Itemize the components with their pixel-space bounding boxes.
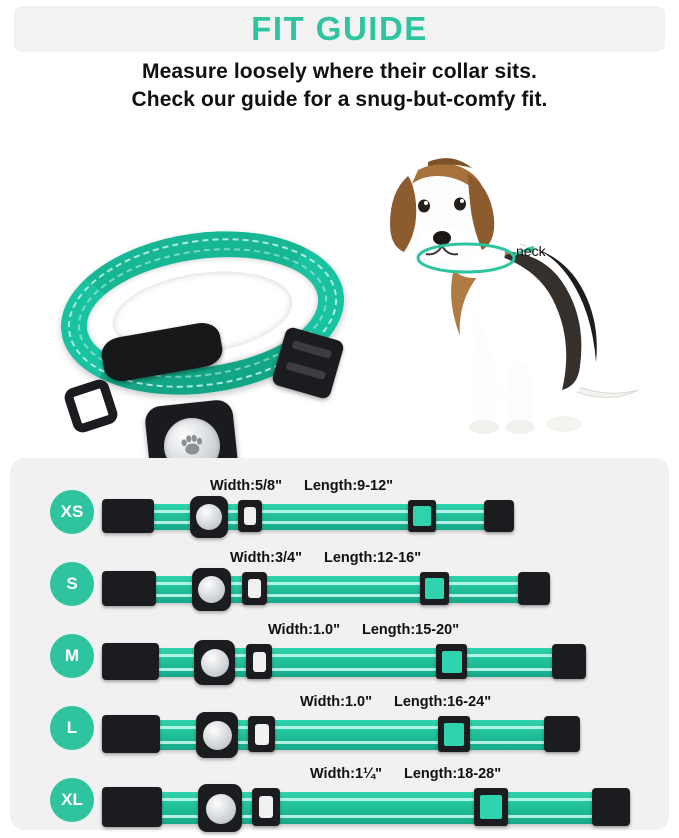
paw-print-icon: [177, 430, 208, 461]
subtitle-line-1: Measure loosely where their collar sits.: [142, 60, 537, 83]
reflective-line-top-xl: [102, 798, 630, 801]
buckle-xs: [102, 499, 154, 533]
length-label-l: Length:16-24": [394, 694, 492, 710]
reflective-line-top-xs: [102, 510, 514, 513]
slider-xl: [474, 788, 508, 826]
size-row-xl: [10, 766, 669, 836]
width-label-l: Width:1.0": [300, 694, 372, 710]
page-title: FIT GUIDE: [251, 10, 428, 47]
strap-tip-xl: [592, 788, 630, 826]
size-badge-l: L: [50, 706, 94, 750]
length-label-xs: Length:9-12": [304, 478, 394, 494]
strap-tip-m: [552, 644, 586, 679]
d-ring-m: [246, 644, 272, 679]
strap-xs: [102, 504, 514, 530]
size-chart-panel: [10, 458, 669, 830]
subtitle-line-2: Check our guide for a snug-but-comfy fit.: [131, 88, 548, 111]
slider-hole-xl: [480, 795, 502, 819]
strap-tip-l: [544, 716, 580, 752]
size-labels-xs: [210, 478, 393, 498]
strap-l: [102, 720, 580, 750]
d-ring-hole-m: [253, 652, 266, 672]
airtag-holder-xl: [198, 784, 242, 832]
webbing-xl: [102, 792, 630, 824]
slider-l: [438, 716, 470, 752]
buckle-l: [102, 715, 160, 753]
width-label-m: Width:1.0": [268, 622, 340, 638]
size-badge-s: S: [50, 562, 94, 606]
slider-s: [420, 572, 449, 605]
buckle-m: [102, 643, 159, 680]
title-banner: [14, 6, 665, 52]
collar-product-photo: [40, 225, 360, 405]
size-labels-m: [268, 622, 459, 642]
d-ring-hole-s: [248, 579, 261, 598]
reflective-line-bottom-m: [102, 668, 586, 671]
hero-section: [0, 130, 679, 450]
width-label-xl: Width:1¼": [310, 766, 382, 782]
webbing-m: [102, 648, 586, 677]
size-labels-s: [230, 550, 421, 570]
reflective-line-top-l: [102, 726, 580, 729]
airtag-disc-m: [201, 649, 229, 677]
webbing-s: [102, 576, 550, 603]
strap-m: [102, 648, 586, 677]
d-ring-hole-xl: [259, 796, 273, 818]
subtitle-block: [0, 58, 679, 114]
dog-photo: [368, 140, 668, 440]
width-label-s: Width:3/4": [230, 550, 302, 566]
size-row-l: [10, 694, 669, 764]
reflective-line-top-m: [102, 654, 586, 657]
strap-s: [102, 576, 550, 603]
buckle-slot-top: [292, 340, 333, 359]
size-badge-m: M: [50, 634, 94, 678]
size-badge-xs: XS: [50, 490, 94, 534]
reflective-line-bottom-s: [102, 594, 550, 597]
webbing-l: [102, 720, 580, 750]
buckle-xl: [102, 787, 162, 827]
d-ring-xs: [238, 500, 262, 532]
strap-xl: [102, 792, 630, 824]
size-row-xs: [10, 478, 669, 548]
airtag-disc-l: [203, 721, 232, 750]
length-label-s: Length:12-16": [324, 550, 422, 566]
beagle-illustration: [368, 140, 668, 440]
reflective-line-bottom-l: [102, 741, 580, 744]
d-ring-l: [248, 716, 275, 752]
length-label-m: Length:15-20": [362, 622, 460, 638]
size-badge-xl: XL: [50, 778, 94, 822]
width-label-xs: Width:5/8": [210, 478, 282, 494]
buckle-s: [102, 571, 156, 606]
size-row-s: [10, 550, 669, 620]
airtag-disc-s: [198, 576, 225, 603]
slider-hole-l: [444, 723, 464, 746]
webbing-xs: [102, 504, 514, 530]
size-row-m: [10, 622, 669, 692]
reflective-line-bottom-xs: [102, 521, 514, 524]
slider-hole-m: [442, 651, 462, 673]
reflective-line-top-s: [102, 582, 550, 585]
airtag-holder-xs: [190, 496, 228, 538]
slider-xs: [408, 500, 436, 532]
airtag-disc-xs: [196, 504, 222, 530]
d-ring-s: [242, 572, 267, 605]
reflective-line-bottom-xl: [102, 815, 630, 818]
buckle-slot-bottom: [285, 361, 326, 380]
length-label-xl: Length:18-28": [404, 766, 502, 782]
strap-tip-xs: [484, 500, 514, 532]
airtag-holder-s: [192, 568, 231, 611]
slider-hole-xs: [413, 506, 431, 526]
neck-label: neck: [516, 243, 546, 259]
d-ring-xl: [252, 788, 280, 826]
d-ring-hole-l: [255, 724, 269, 745]
strap-tip-s: [518, 572, 550, 605]
airtag-holder-l: [196, 712, 238, 758]
slider-hole-s: [425, 578, 444, 599]
slider-m: [436, 644, 467, 679]
d-ring-hole-xs: [244, 507, 256, 525]
size-labels-xl: [310, 766, 501, 786]
airtag-holder-m: [194, 640, 235, 685]
size-labels-l: [300, 694, 491, 714]
airtag-disc-xl: [206, 794, 236, 824]
